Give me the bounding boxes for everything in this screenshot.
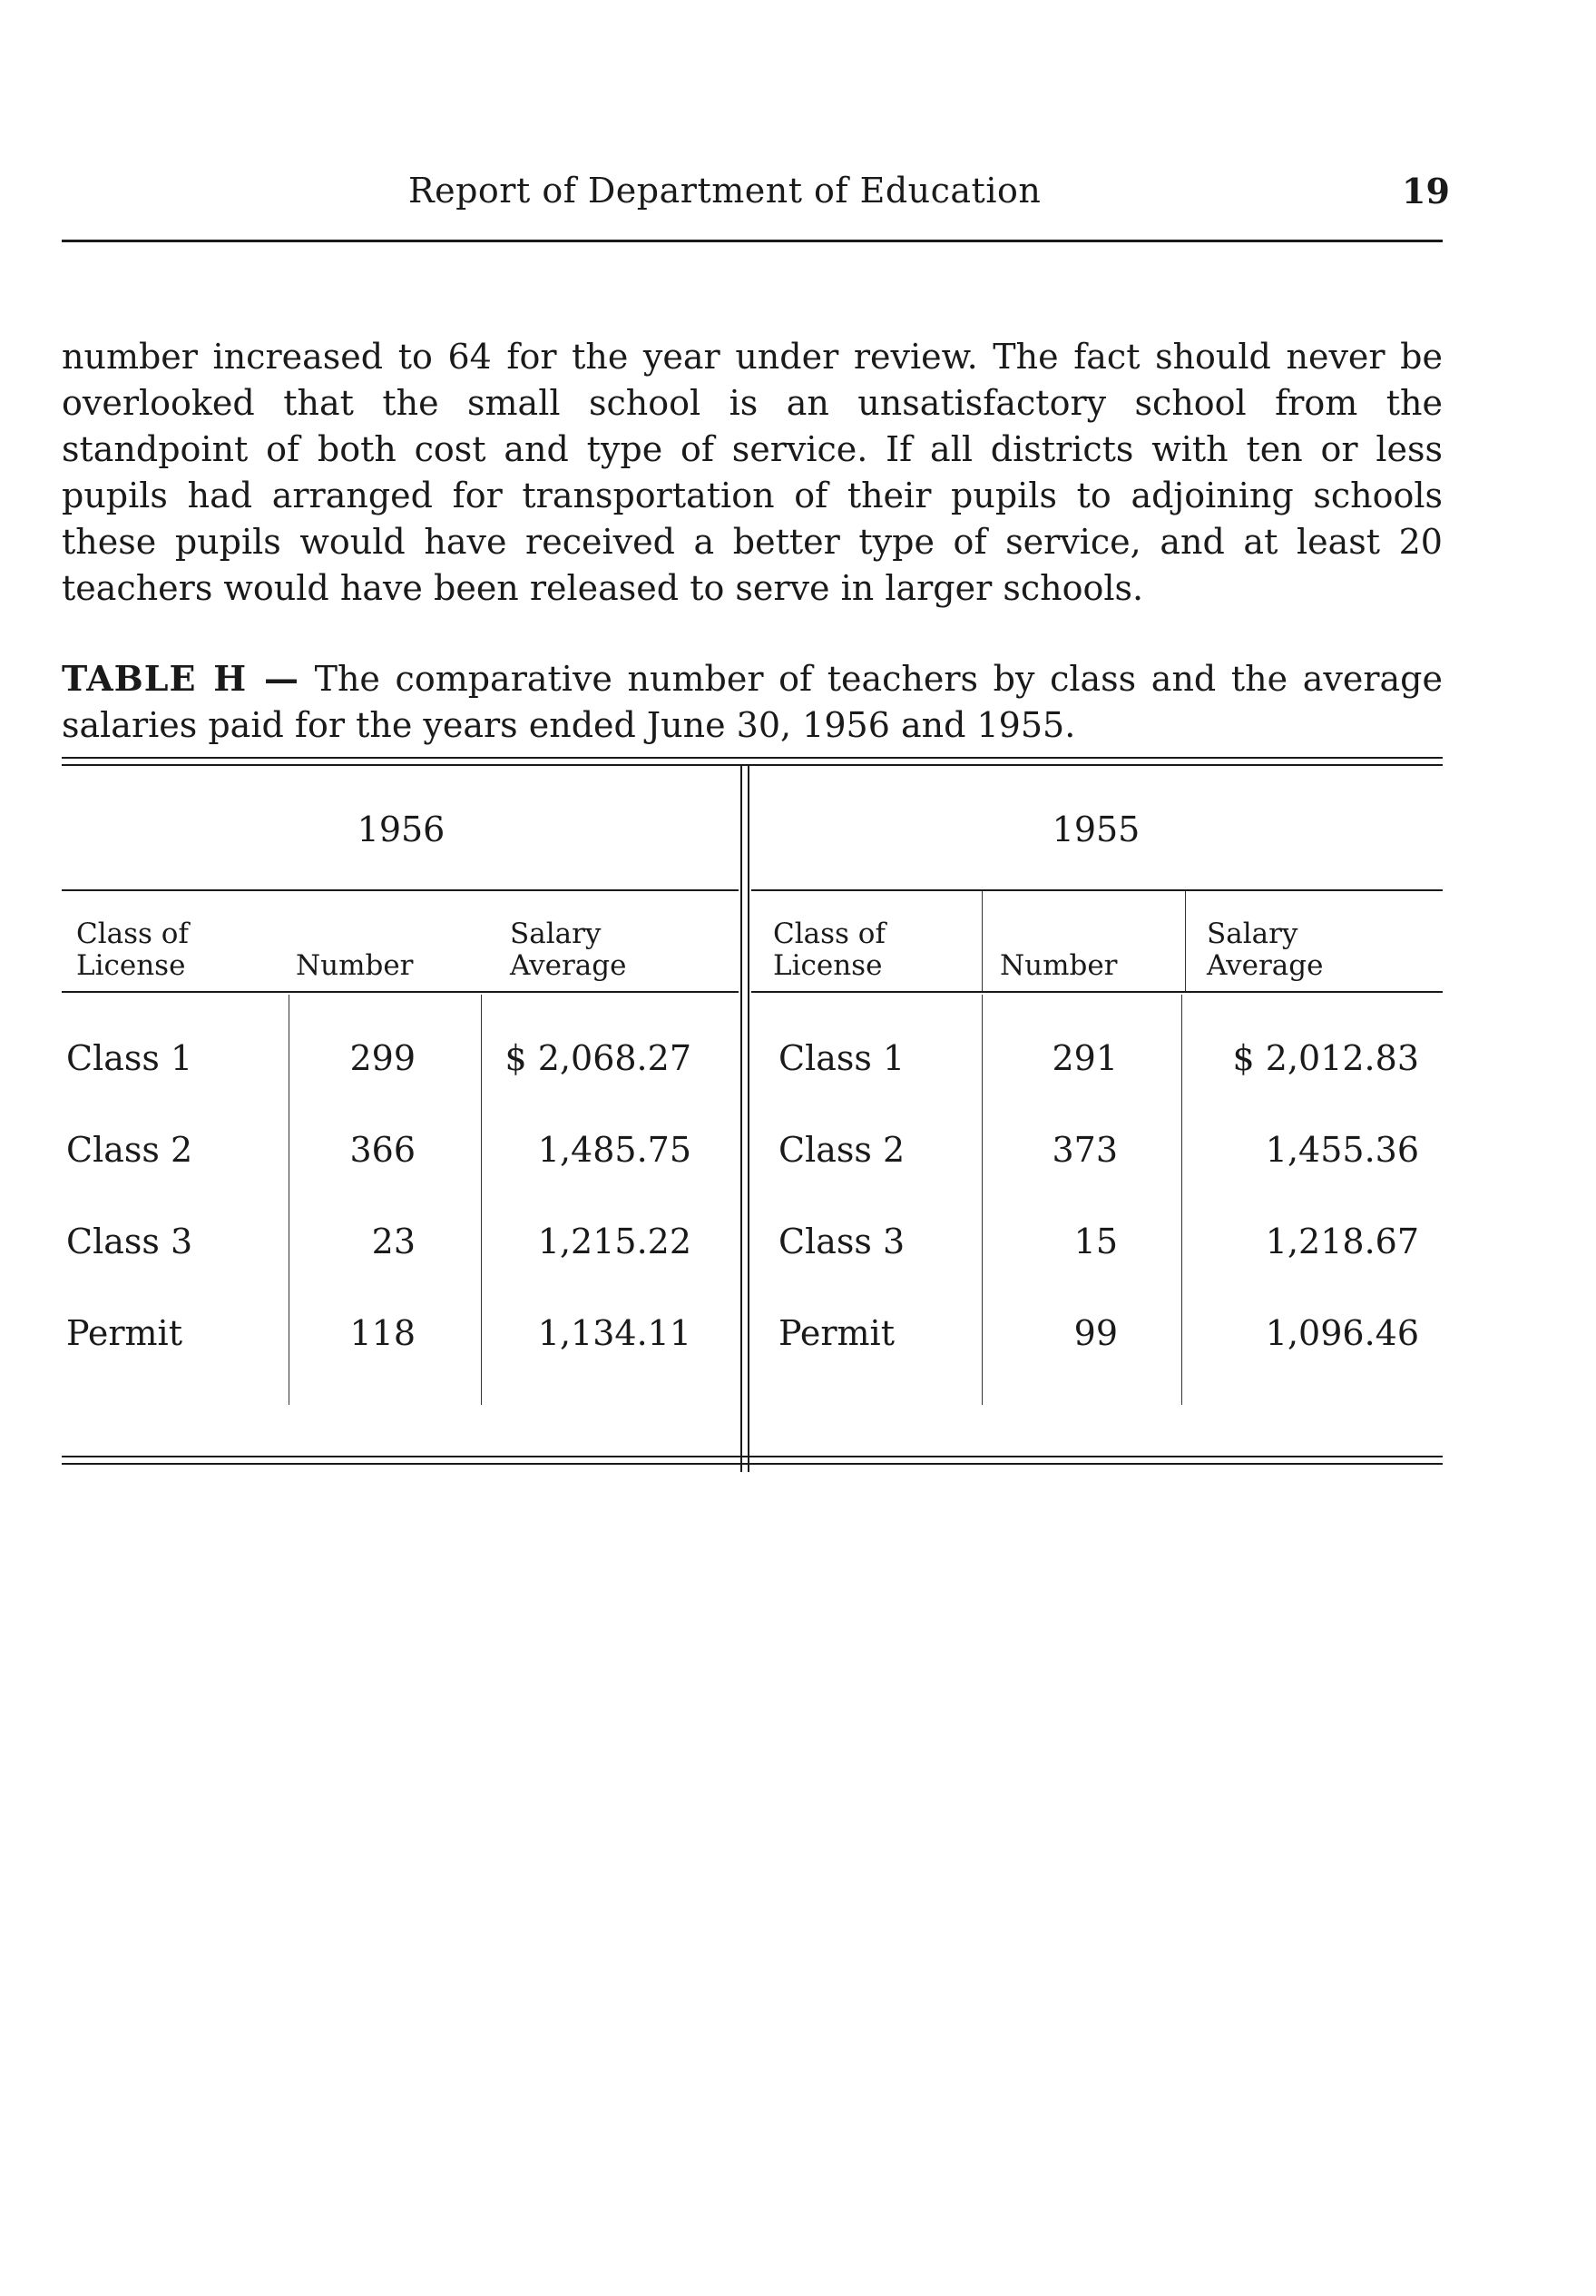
col-number-1956: Number [296,949,414,982]
row-1956-salary: 1,134.11 [537,1313,691,1353]
running-title: Report of Department of Education [408,171,1042,211]
running-head [0,171,1596,225]
hdr-divider-1955-a [982,891,983,991]
year-heading-1955: 1955 [1052,809,1141,849]
row-1956-class: Class 2 [66,1130,193,1170]
table-caption-label: TABLE H — [62,658,299,699]
row-1955-class: Class 1 [778,1038,906,1078]
header-rule [62,240,1443,242]
col-salary-line2: Average [510,949,627,982]
row-1955-number: 99 [1073,1313,1118,1353]
col-class-line1: Class of [773,917,886,950]
row-1956-class: Class 3 [66,1222,193,1261]
row-1955-salary: 1,218.67 [1265,1222,1419,1261]
table-h [62,757,1443,1474]
col-class-line1: Class of [76,917,189,950]
year-divider-right [748,766,749,1472]
body-paragraph: number increased to 64 for the year under review. The fact should never be overlooked that the small school is an unsatisfactory school from the standpoint of both cost and type of service. If all districts with ten or less pupils had arranged for transportation of their pupils to adjoining schools these pupils would have received a better type of service, and at least 20 teachers would have been released to serve in larger schools. [62,337,1443,608]
year-rule-1956 [62,889,739,891]
row-1956-number: 23 [371,1222,416,1261]
table-caption [62,655,1443,749]
col-class-line2: License [76,949,186,982]
row-1956-class: Permit [66,1313,182,1353]
table-bottom-rule [62,1456,1443,1457]
row-1956-number: 366 [349,1130,416,1170]
row-1955-salary: 1,455.36 [1265,1130,1419,1170]
page-number: 19 [1402,171,1450,211]
row-1955-class: Permit [778,1313,895,1353]
col-salary-1956 [510,918,626,982]
row-1955-number: 373 [1052,1130,1118,1170]
row-1955-salary: $ 2,012.83 [1232,1038,1419,1078]
hdr-rule-1956 [62,991,739,993]
year-heading-1956: 1956 [357,809,446,849]
hdr-divider-1955-b [1185,891,1186,991]
hdr-rule-1955 [751,991,1443,993]
row-1956-salary: 1,485.75 [537,1130,691,1170]
table-top-rule [62,757,1443,759]
col-class-1956 [76,918,189,982]
col-number-1955: Number [1000,949,1118,982]
row-1955-class: Class 3 [778,1222,906,1261]
row-1955-class: Class 2 [778,1130,906,1170]
row-1956-salary: 1,215.22 [537,1222,691,1261]
col-class-line2: License [773,949,883,982]
col-salary-line1: Salary [510,917,602,950]
row-1955-salary: 1,096.46 [1265,1313,1419,1353]
year-divider-left [740,766,742,1472]
col-class-1955 [773,918,886,982]
row-1956-salary: $ 2,068.27 [504,1038,691,1078]
col-salary-line1: Salary [1207,917,1298,950]
table-top-rule-inner [62,764,1443,766]
row-1956-number: 118 [349,1313,416,1353]
row-1955-number: 15 [1073,1222,1118,1261]
col-salary-line2: Average [1207,949,1324,982]
year-rule-1955 [751,889,1443,891]
table-bottom-rule-inner [62,1463,1443,1465]
col-salary-1955 [1207,918,1323,982]
table-caption-text: The comparative number of teachers by class and the average salaries paid for the years ended June 30, 1956 and 1955. [62,659,1443,745]
row-1956-number: 299 [349,1038,416,1078]
row-1956-class: Class 1 [66,1038,193,1078]
row-1955-number: 291 [1052,1038,1118,1078]
